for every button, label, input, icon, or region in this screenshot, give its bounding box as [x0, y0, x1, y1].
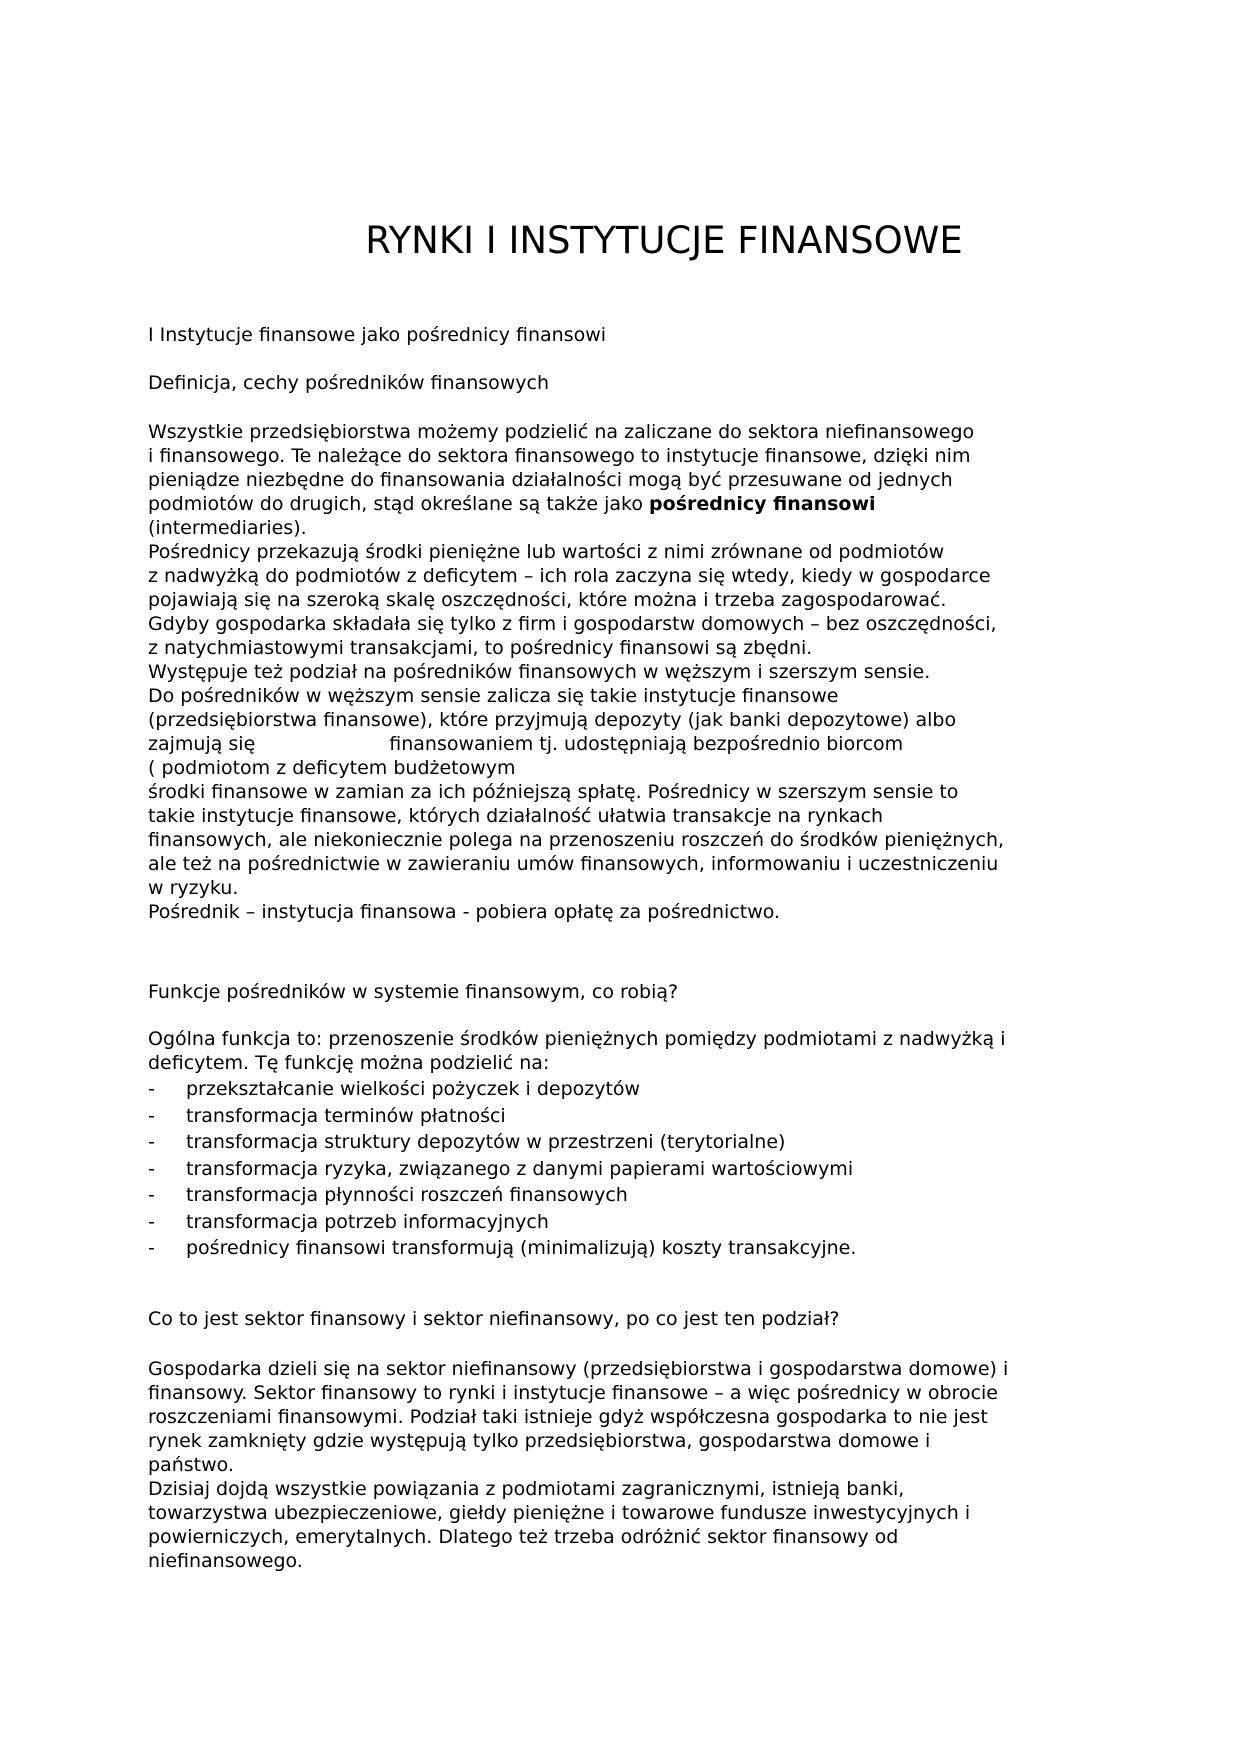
list-item — [148, 1182, 856, 1209]
list-item — [148, 1209, 856, 1236]
text-line: w ryzyku. — [148, 877, 239, 899]
bullet-marker: - — [148, 1131, 155, 1153]
text-line: Do pośredników w węższym sensie zalicza się takie instytucje finansowe — [148, 685, 839, 707]
text-line: Występuje też podział na pośredników finansowych w węższym i szerszym sensie. — [148, 661, 931, 683]
text-line: finansowych, ale niekoniecznie polega na przenoszeniu roszczeń do środków pieniężnych, — [148, 829, 1005, 851]
bullet-marker: - — [148, 1210, 155, 1233]
bold-term: pośrednicy finansowi — [649, 493, 876, 515]
text-line: deficytem. Tę funkcję można podzielić na: — [148, 1052, 550, 1074]
bullet-marker: - — [148, 1237, 155, 1259]
text-line: powierniczych, emerytalnych. Dlatego też trzeba odróżnić sektor finansowy od — [148, 1526, 899, 1548]
text-line: Wszystkie przedsiębiorstwa możemy podzielić na zaliczane do sektora niefinansowego — [148, 421, 975, 443]
bullet-marker: - — [148, 1184, 155, 1206]
text-line: niefinansowego. — [148, 1550, 303, 1572]
text-line: ale też na pośrednictwie w zawieraniu umów finansowych, informowaniu i uczestniczeniu — [148, 853, 999, 875]
text-line: rynek zamknięty gdzie występują tylko przedsiębiorstwa, gospodarstwa domowe i — [148, 1430, 931, 1452]
text-segment: zajmują się — [148, 733, 256, 755]
section-heading-functions: Funkcje pośredników w systemie finansowym, co robią? — [148, 981, 679, 1003]
page-title: RYNKI I INSTYTUCJE FINANSOWE — [365, 219, 963, 262]
paragraph-definition — [148, 420, 1004, 924]
list-item — [148, 1235, 856, 1262]
list-item-text: transformacja terminów płatności — [186, 1104, 506, 1127]
bullet-marker: - — [148, 1104, 155, 1127]
text-line: (przedsiębiorstwa finansowe), które przyjmują depozyty (jak banki depozytowe) albo — [148, 709, 957, 731]
paragraph-functions — [148, 1027, 1006, 1075]
list-item-text: transformacja struktury depozytów w przestrzeni (terytorialne) — [186, 1131, 786, 1153]
text-line: roszczeniami finansowymi. Podział taki istnieje gdyż współczesna gospodarka to nie jest — [148, 1406, 988, 1428]
text-line: Pośrednicy przekazują środki pieniężne lub wartości z nimi zrównane od podmiotów — [148, 541, 945, 563]
text-line: finansowy. Sektor finansowy to rynki i instytucje finansowe – a więc pośrednicy w obrocie — [148, 1382, 998, 1404]
text-segment: finansowaniem tj. udostępniają bezpośrednio biorcom — [389, 733, 904, 755]
text-line: z nadwyżką do podmiotów z deficytem – ich rola zaczyna się wtedy, kiedy w gospodarce — [148, 565, 991, 587]
text-line — [148, 492, 1004, 516]
text-line: i finansowego. Te należące do sektora finansowego to instytucje finansowe, dzięki nim — [148, 445, 971, 467]
text-line: takie instytucje finansowe, których działalność ułatwia transakcje na rynkach — [148, 805, 884, 827]
section-heading-institutions: I Instytucje finansowe jako pośrednicy finansowi — [148, 324, 607, 346]
text-line: środki finansowe w zamian za ich późniejszą spłatę. Pośrednicy w szerszym sensie to — [148, 781, 959, 803]
list-item-text: przekształcanie wielkości pożyczek i depozytów — [186, 1078, 641, 1100]
text-line: towarzystwa ubezpieczeniowe, giełdy pieniężne i towarowe fundusze inwestycyjnych i — [148, 1502, 971, 1524]
functions-list — [148, 1076, 856, 1262]
text-line: (intermediaries). — [148, 517, 307, 539]
text-line: z natychmiastowymi transakcjami, to pośrednicy finansowi są zbędni. — [148, 637, 813, 659]
text-line: Ogólna funkcja to: przenoszenie środków pieniężnych pomiędzy podmiotami z nadwyżką i — [148, 1028, 1006, 1050]
subheading-definition: Definicja, cechy pośredników finansowych — [148, 372, 550, 394]
list-item-text: transformacja ryzyka, związanego z danymi papierami wartościowymi — [186, 1157, 854, 1180]
text-line: pieniądze niezbędne do finansowania działalności mogą być przesuwane od jednych — [148, 469, 953, 491]
bullet-marker: - — [148, 1078, 155, 1100]
text-line: państwo. — [148, 1454, 234, 1476]
text-line: Gdyby gospodarka składała się tylko z firm i gospodarstw domowych – bez oszczędności, — [148, 613, 997, 635]
list-item — [148, 1156, 856, 1183]
list-item — [148, 1129, 856, 1156]
section-heading-sectors: Co to jest sektor finansowy i sektor niefinansowy, po co jest ten podział? — [148, 1308, 840, 1330]
list-item-text: transformacja potrzeb informacyjnych — [186, 1210, 549, 1233]
text-line: Dzisiaj dojdą wszystkie powiązania z podmiotami zagranicznymi, istnieją banki, — [148, 1478, 905, 1500]
paragraph-sectors — [148, 1357, 1008, 1573]
text-line: Pośrednik – instytucja finansowa - pobiera opłatę za pośrednictwo. — [148, 901, 781, 923]
list-item-text: pośrednicy finansowi transformują (minimalizują) koszty transakcyjne. — [186, 1237, 857, 1259]
text-line: pojawiają się na szeroką skalę oszczędności, które można i trzeba zagospodarować. — [148, 589, 947, 611]
text-line: ( podmiotom z deficytem budżetowym — [148, 757, 516, 779]
list-item — [148, 1076, 856, 1103]
bullet-marker: - — [148, 1157, 155, 1180]
text-line: Gospodarka dzieli się na sektor niefinansowy (przedsiębiorstwa i gospodarstwa domowe) i — [148, 1358, 1009, 1380]
list-item-text: transformacja płynności roszczeń finansowych — [186, 1184, 628, 1206]
text-segment: podmiotów do drugich, stąd określane są także jako — [148, 493, 650, 515]
list-item — [148, 1103, 856, 1130]
text-line — [148, 732, 1004, 756]
